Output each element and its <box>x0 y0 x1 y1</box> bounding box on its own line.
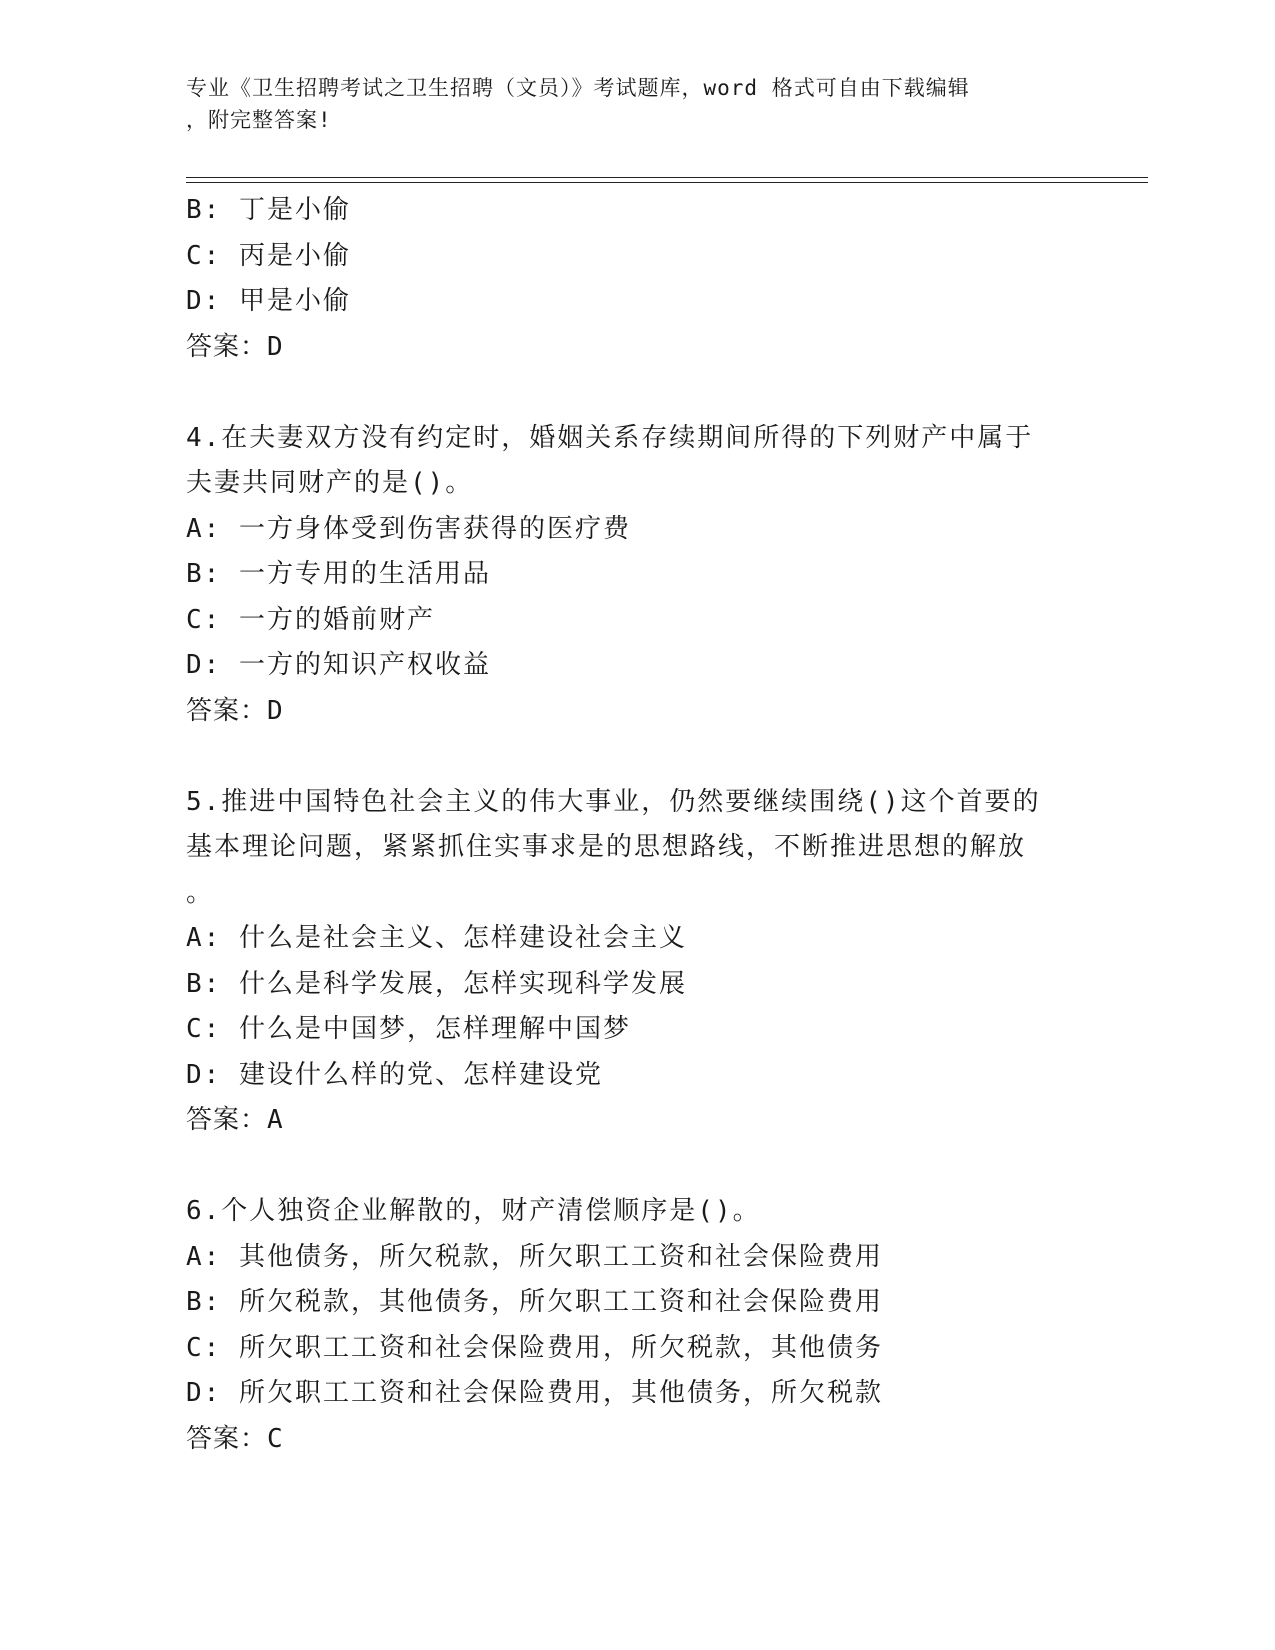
answer-line <box>186 1417 1066 1463</box>
question-list <box>186 188 1066 1462</box>
option-c: C: 丙是小偷 <box>186 240 351 271</box>
question-text-line: 。 <box>186 877 215 908</box>
option-a: A: 其他债务，所欠税款，所欠职工工资和社会保险费用 <box>186 1241 883 1272</box>
answer-line <box>186 325 1066 371</box>
option-d: D: 甲是小偷 <box>186 286 351 316</box>
option-c: C: 一方的婚前财产 <box>186 604 435 635</box>
header-line-1: 专业《卫生招聘考试之卫生招聘（文员）》考试题库，word 格式可自由下载编辑 <box>186 76 970 100</box>
spacer <box>186 370 1066 416</box>
option-d: D: 建设什么样的党、怎样建设党 <box>186 1059 603 1090</box>
option-b: B: 所欠税款，其他债务，所欠职工工资和社会保险费用 <box>186 1287 883 1317</box>
answer-value: C <box>267 1423 284 1454</box>
header-line-2: ，附完整答案! <box>186 108 332 132</box>
question-text-line: 5.推进中国特色社会主义的伟大事业，仍然要继续围绕()这个首要的 <box>186 786 1041 817</box>
option-a: A: 什么是社会主义、怎样建设社会主义 <box>186 923 687 953</box>
option-b: B: 什么是科学发展，怎样实现科学发展 <box>186 968 687 999</box>
previous-question-block <box>186 188 1066 370</box>
option-b: B: 一方专用的生活用品 <box>186 559 491 589</box>
option-d: D: 一方的知识产权收益 <box>186 650 491 680</box>
question-text-line: 4.在夫妻双方没有约定时，婚姻关系存续期间所得的下列财产中属于 <box>186 422 1034 453</box>
header-divider-top <box>186 177 1148 178</box>
option-b: B: 丁是小偷 <box>186 195 351 225</box>
question-text-line: 基本理论问题，紧紧抓住实事求是的思想路线，不断推进思想的解放 <box>186 832 1027 862</box>
answer-label: 答案： <box>186 695 268 726</box>
answer-label: 答案： <box>186 331 268 362</box>
question-text-line: 夫妻共同财产的是()。 <box>186 468 474 498</box>
option-c: C: 什么是中国梦，怎样理解中国梦 <box>186 1014 631 1044</box>
answer-line <box>186 689 1066 735</box>
question-6 <box>186 1189 1066 1462</box>
answer-label: 答案： <box>186 1423 268 1454</box>
spacer <box>186 734 1066 780</box>
page-header <box>186 72 1066 136</box>
answer-line <box>186 1098 1066 1144</box>
question-5 <box>186 780 1066 1144</box>
answer-value: D <box>267 331 284 362</box>
answer-value: A <box>267 1105 284 1135</box>
question-text-line: 6.个人独资企业解散的，财产清偿顺序是()。 <box>186 1196 761 1226</box>
spacer <box>186 1144 1066 1190</box>
answer-label: 答案： <box>186 1105 268 1135</box>
answer-value: D <box>267 695 284 726</box>
question-4 <box>186 416 1066 735</box>
header-divider-bottom <box>186 182 1148 183</box>
option-d: D: 所欠职工工资和社会保险费用，其他债务，所欠税款 <box>186 1378 883 1408</box>
option-c: C: 所欠职工工资和社会保险费用，所欠税款，其他债务 <box>186 1332 883 1363</box>
option-a: A: 一方身体受到伤害获得的医疗费 <box>186 513 631 544</box>
